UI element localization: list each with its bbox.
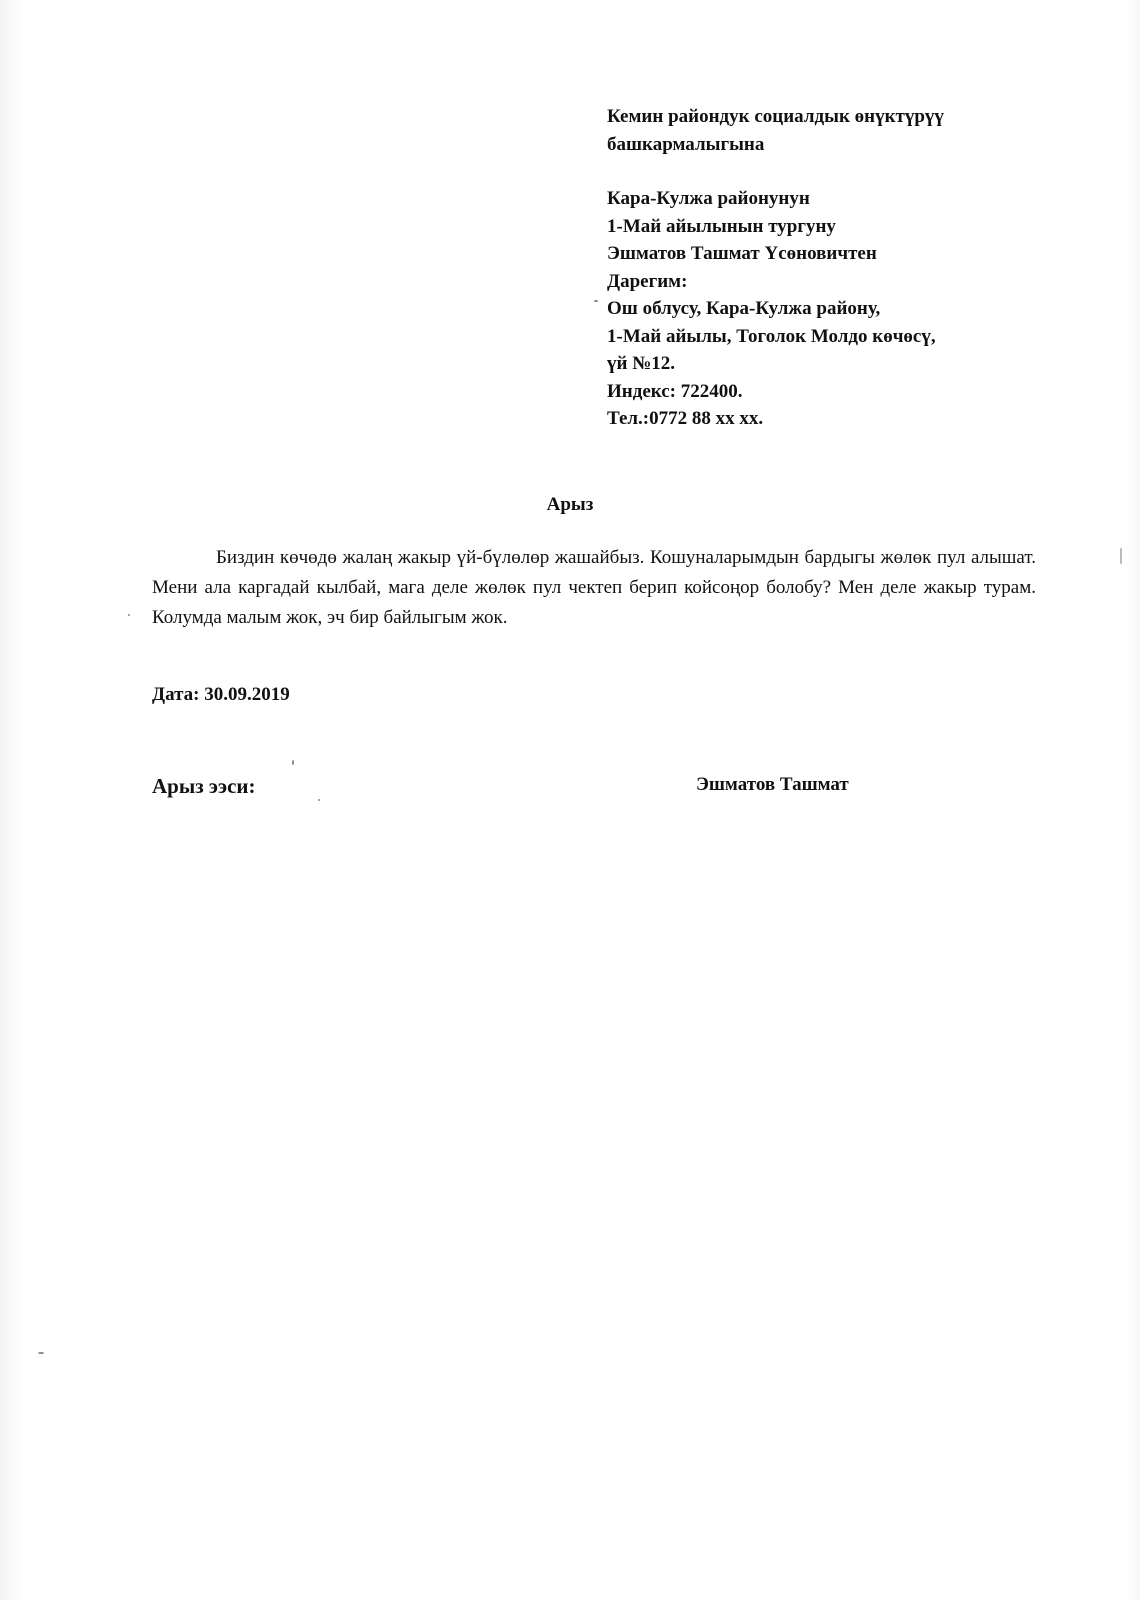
application-body: Биздин көчөдө жалаң жакыр үй-бүлөлөр жашайбыз. Кошуналарымдын бардыгы жөлөк пул алышат. Мени ала каргадай кылбай, мага деле жөлөк пул чектеп берип койсоңор болобу? Мен деле жакыр турам. Колумда малым жок, эч бир байлыгым жок. xyxy=(152,547,1036,628)
address-house: үй №12. xyxy=(607,353,676,374)
signature-name: Эшматов Ташмат xyxy=(696,774,849,795)
sender-name: Эшматов Ташмат Үсөновичтен xyxy=(607,243,877,264)
addressee-line-2: башкармалыгына xyxy=(607,133,765,155)
sender-district: Кара-Кулжа районунун xyxy=(607,188,810,209)
address-street: 1-Май айылы, Тоголок Молдо көчөсү, xyxy=(607,325,936,347)
addressee-block xyxy=(607,103,1107,433)
scan-speck xyxy=(594,300,598,302)
scan-speck xyxy=(1120,548,1122,564)
addressee-spacer xyxy=(607,158,1107,185)
addressee-line-1: Кемин райондук социалдык өнүктүрүү xyxy=(607,106,944,127)
scan-speck xyxy=(38,1352,44,1354)
address-phone: Тел.:0772 88 xx xx. xyxy=(607,408,764,429)
scan-edge-right xyxy=(1126,0,1140,1600)
document-title: Арыз xyxy=(546,494,594,515)
address-label: Дарегим: xyxy=(607,270,688,292)
signature-label: Арыз ээси: xyxy=(152,774,256,798)
scan-speck xyxy=(128,614,130,616)
address-region: Ош облусу, Кара-Кулжа району, xyxy=(607,298,881,319)
scan-speck xyxy=(318,799,320,801)
scan-speck xyxy=(292,760,294,765)
sender-village: 1-Май айылынын тургуну xyxy=(607,215,836,237)
address-index: Индекс: 722400. xyxy=(607,380,743,402)
document-date: Дата: 30.09.2019 xyxy=(152,684,290,705)
scan-edge-left xyxy=(0,0,22,1600)
